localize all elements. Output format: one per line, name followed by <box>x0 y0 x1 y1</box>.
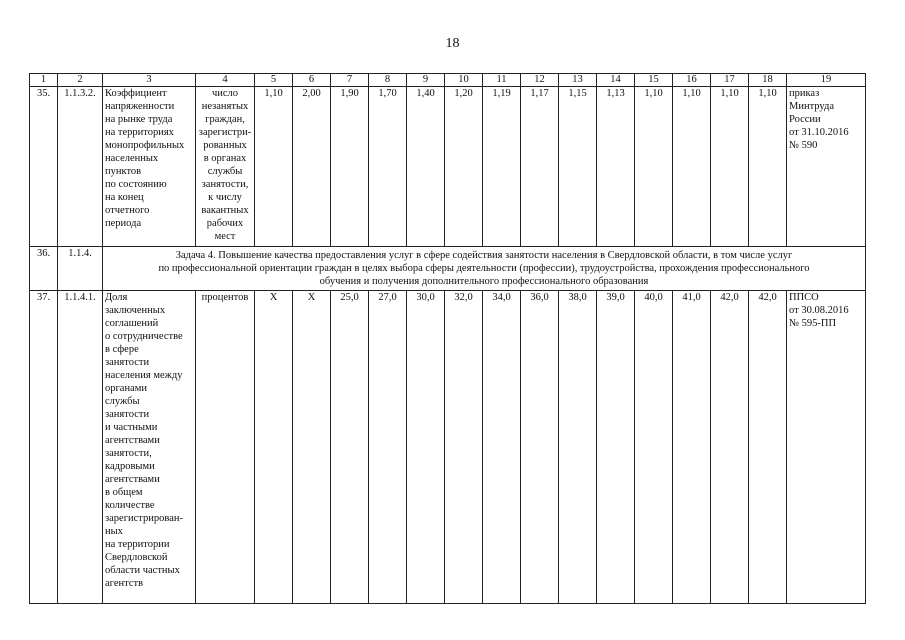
column-number-cell: 14 <box>597 74 635 87</box>
value-cell: 27,0 <box>369 291 407 604</box>
row-code: 1.1.4.1. <box>58 291 103 604</box>
page-number: 18 <box>445 36 460 51</box>
value-cell: 1,20 <box>445 87 483 247</box>
row-number: 37. <box>30 291 58 604</box>
column-number-cell: 11 <box>483 74 521 87</box>
value-cell: 40,0 <box>635 291 673 604</box>
value-cell: 39,0 <box>597 291 635 604</box>
value-cell: 36,0 <box>521 291 559 604</box>
value-cell: 32,0 <box>445 291 483 604</box>
value-cell: 42,0 <box>711 291 749 604</box>
column-number-cell: 8 <box>369 74 407 87</box>
value-cell: 1,10 <box>711 87 749 247</box>
value-cell: 30,0 <box>407 291 445 604</box>
row-number: 36. <box>30 247 58 291</box>
column-number-cell: 15 <box>635 74 673 87</box>
value-cell: 1,10 <box>255 87 293 247</box>
column-number-cell: 1 <box>30 74 58 87</box>
value-cell: 1,15 <box>559 87 597 247</box>
row-code: 1.1.3.2. <box>58 87 103 247</box>
value-cell: 41,0 <box>673 291 711 604</box>
table-row-36 <box>30 247 866 291</box>
indicator-name: Коэффициент напряженности на рынке труда на территориях монопрофильных населенных пунктов по состоянию на конец отчетного периода <box>103 87 196 247</box>
unit-of-measure: процентов <box>196 291 255 604</box>
column-number-cell: 19 <box>787 74 866 87</box>
value-cell: 1,90 <box>331 87 369 247</box>
value-cell: 2,00 <box>293 87 331 247</box>
source-document: ППСО от 30.08.2016 № 595-ПП <box>787 291 866 604</box>
column-number-row <box>30 74 866 87</box>
column-number-cell: 4 <box>196 74 255 87</box>
column-number-cell: 12 <box>521 74 559 87</box>
value-cell: 1,70 <box>369 87 407 247</box>
value-cell: 1,17 <box>521 87 559 247</box>
value-cell: X <box>293 291 331 604</box>
row-code: 1.1.4. <box>58 247 103 291</box>
task-description: Задача 4. Повышение качества предоставления услуг в сфере содействия занятости населения в Свердловской области, в том числе услуг по профессиональной ориентации граждан в целях выбора сферы деятельности (профессии), трудоустройства, прохождения профессионального обучения и получения дополнительного профессионального образования <box>103 247 866 291</box>
table-row-35 <box>30 87 866 247</box>
unit-of-measure: число незанятых граждан, зарегистри- рованных в органах службы занятости, к числу вакантных рабочих мест <box>196 87 255 247</box>
value-cell: 34,0 <box>483 291 521 604</box>
table-row-37 <box>30 291 866 604</box>
column-number-cell: 13 <box>559 74 597 87</box>
value-cell: 1,40 <box>407 87 445 247</box>
indicator-name: Доля заключенных соглашений о сотрудничестве в сфере занятости населения между органами службы занятости и частными агентствами занятости, кадровыми агентствами в общем количестве зарегистрирован- ных на территории Свердловской области частных агентств <box>103 291 196 604</box>
value-cell: 1,10 <box>673 87 711 247</box>
value-cell: 1,10 <box>749 87 787 247</box>
column-number-cell: 18 <box>749 74 787 87</box>
column-number-cell: 2 <box>58 74 103 87</box>
column-number-cell: 10 <box>445 74 483 87</box>
value-cell: 1,13 <box>597 87 635 247</box>
value-cell: 42,0 <box>749 291 787 604</box>
column-number-cell: 9 <box>407 74 445 87</box>
column-number-cell: 5 <box>255 74 293 87</box>
value-cell: 1,19 <box>483 87 521 247</box>
column-number-cell: 3 <box>103 74 196 87</box>
value-cell: 25,0 <box>331 291 369 604</box>
column-number-cell: 6 <box>293 74 331 87</box>
column-number-cell: 16 <box>673 74 711 87</box>
indicators-table <box>29 73 866 604</box>
row-number: 35. <box>30 87 58 247</box>
column-number-cell: 17 <box>711 74 749 87</box>
value-cell: 1,10 <box>635 87 673 247</box>
value-cell: 38,0 <box>559 291 597 604</box>
value-cell: X <box>255 291 293 604</box>
column-number-cell: 7 <box>331 74 369 87</box>
source-document: приказ Минтруда России от 31.10.2016 № 590 <box>787 87 866 247</box>
